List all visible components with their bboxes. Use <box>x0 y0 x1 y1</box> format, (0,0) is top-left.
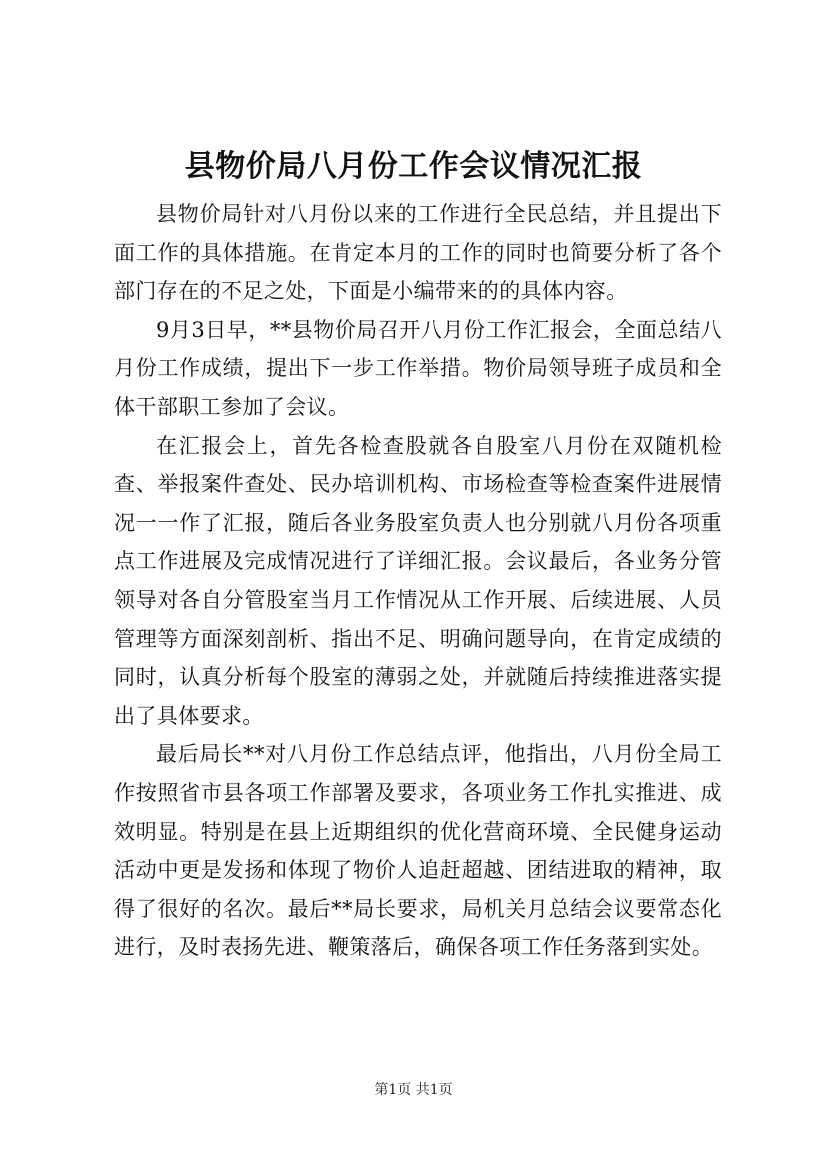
paragraph-2: 9月3日早，**县物价局召开八月份工作汇报会，全面总结八月份工作成绩，提出下一步工作举措。物价局领导班子成员和全体干部职工参加了会议。 <box>114 317 722 419</box>
paragraph-4: 最后局长**对八月份工作总结点评，他指出，八月份全局工作按照省市县各项工作部署及要求，各项业务工作扎实推进、成效明显。特别是在县上近期组织的优化营商环境、全民健身运动活动中更是发扬和体现了物价人追赶超越、团结进取的精神，取得了很好的名次。最后**局长要求，局机关月总结会议要常态化进行，及时表扬先进、鞭策落后，确保各项工作任务落到实处。 <box>114 742 722 960</box>
page-footer: 第1页 共1页 <box>374 1082 453 1098</box>
paragraph-1: 县物价局针对八月份以来的工作进行全民总结，并且提出下面工作的具体措施。在肯定本月的工作的同时也简要分析了各个部门存在的不足之处，下面是小编带来的的具体内容。 <box>114 202 722 304</box>
document-title: 县物价局八月份工作会议情况汇报 <box>184 149 643 184</box>
paragraph-3: 在汇报会上，首先各检查股就各自股室八月份在双随机检查、举报案件查处、民办培训机构、市场检查等检查案件进展情况一一作了汇报，随后各业务股室负责人也分别就八月份各项重点工作进展及完成情况进行了详细汇报。会议最后，各业务分管领导对各自分管股室当月工作情况从工作开展、后续进展、人员管理等方面深刻剖析、指出不足、明确问题导向，在肯定成绩的同时，认真分析每个股室的薄弱之处，并就随后持续推进落实提出了具体要求。 <box>114 433 722 728</box>
document-body <box>114 195 722 967</box>
